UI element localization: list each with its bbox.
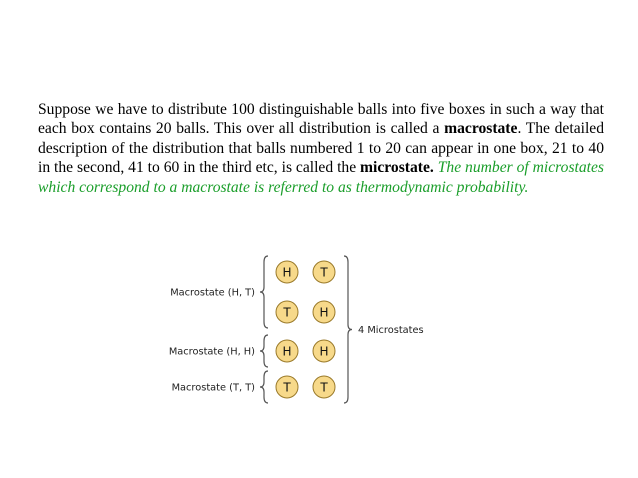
coin-face-label: H — [319, 305, 329, 320]
coin-face-label: T — [283, 305, 291, 320]
microstates-brace — [344, 256, 352, 403]
macrostate-label: Macrostate (H, H) — [168, 346, 255, 358]
term-macrostate: macrostate — [444, 120, 518, 138]
macrostate-brace — [260, 335, 268, 367]
coin-face-label: T — [320, 265, 328, 280]
thermodynamic-probability-definition: The number of microstates which correspond to a macrostate is referred to as thermodynamic probability. — [38, 159, 604, 196]
diagram-content — [169, 256, 424, 403]
macrostate-brace — [260, 371, 268, 403]
macrostate-brace — [260, 256, 268, 328]
coin-face-label: H — [282, 344, 292, 359]
total-microstates-label: 4 Microstates — [358, 325, 424, 336]
coin-face-label: T — [283, 380, 291, 395]
term-microstate: microstate. — [360, 159, 434, 177]
coin-face-label: H — [319, 344, 329, 359]
coin-face-label: H — [282, 265, 292, 280]
macrostate-label: Macrostate (H, T) — [170, 287, 255, 299]
paragraph-text-2: . The detailed description of the distribution that balls numbered 1 to 20 can appear in one box, 21 to 40 in the second, 41 to 60 in the third etc, is called the — [38, 120, 604, 177]
coin-face-label: T — [320, 380, 328, 395]
paragraph-text-1: Suppose we have to distribute 100 distinguishable balls into five boxes in such a way that each box contains 20 balls. This over all distribution is called a — [38, 101, 604, 138]
macrostate-label: Macrostate (T, T) — [171, 382, 255, 394]
